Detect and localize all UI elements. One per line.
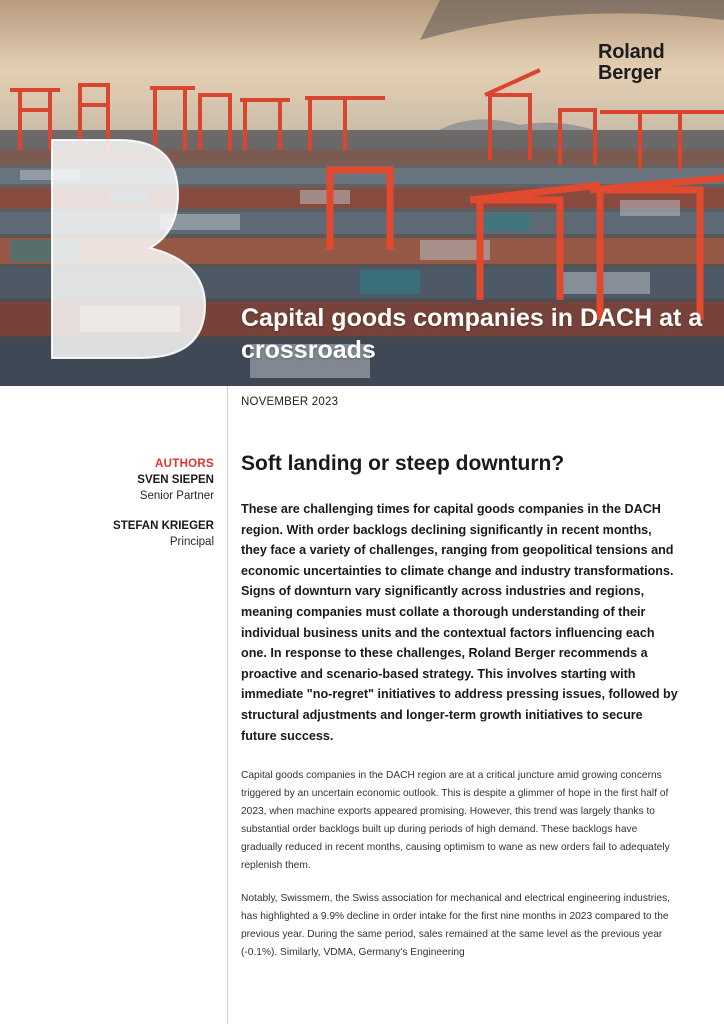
author-name: SVEN SIEPEN xyxy=(137,474,214,486)
author-role: Principal xyxy=(169,536,214,548)
authors-block xyxy=(0,456,214,550)
author-role: Senior Partner xyxy=(139,490,214,502)
roland-berger-logo[interactable] xyxy=(598,42,665,84)
hero-banner xyxy=(0,0,724,386)
author-name: STEFAN KRIEGER xyxy=(113,520,214,532)
column-divider xyxy=(227,386,228,1024)
hero-title: Capital goods companies in DACH at a crossroads xyxy=(241,304,703,364)
logo-line-2: Berger xyxy=(598,62,662,84)
lead-paragraph: These are challenging times for capital goods companies in the DACH region. With order backlogs declining significantly in recent months, they face a variety of challenges, ranging from geopolitical tensions and economic uncertainties to climate change and industry transformations. Signs of downturn vary significantly across industries and regions, meaning companies must collate a thorough understanding of their individual business units and the contextual factors influencing each one. In response to these challenges, Roland Berger recommends a proactive and scenario-based strategy. This involves starting with immediate "no-regret" initiatives to address pressing issues, followed by structural adjustments and longer-term growth initiatives to secure future success. xyxy=(241,502,678,743)
publication-date: NOVEMBER 2023 xyxy=(241,396,339,408)
body-paragraph: Capital goods companies in the DACH region are at a critical juncture amid growing concerns triggered by an uncertain economic outlook. This is despite a glimmer of hope in the first half of 2023, when machine exports appeared promising. However, this trend was largely thanks to substantial order backlogs built up during periods of high demand. These backlogs have gradually reduced in recent months, causing optimism to wane as new orders fail to adequately replenish them. xyxy=(241,770,670,871)
logo-line-1: Roland xyxy=(598,41,665,63)
body-paragraph: Notably, Swissmem, the Swiss association for mechanical and electrical engineering industries, has highlighted a 9.9% decline in order intake for the first nine months in 2023 compared to the previous year. During the same period, sales remained at the same level as the previous year (-0.1%). Similarly, VDMA, Germany's Engineering xyxy=(241,893,671,958)
section-title: Soft landing or steep downturn? xyxy=(241,452,565,475)
authors-label: AUTHORS xyxy=(155,458,214,470)
